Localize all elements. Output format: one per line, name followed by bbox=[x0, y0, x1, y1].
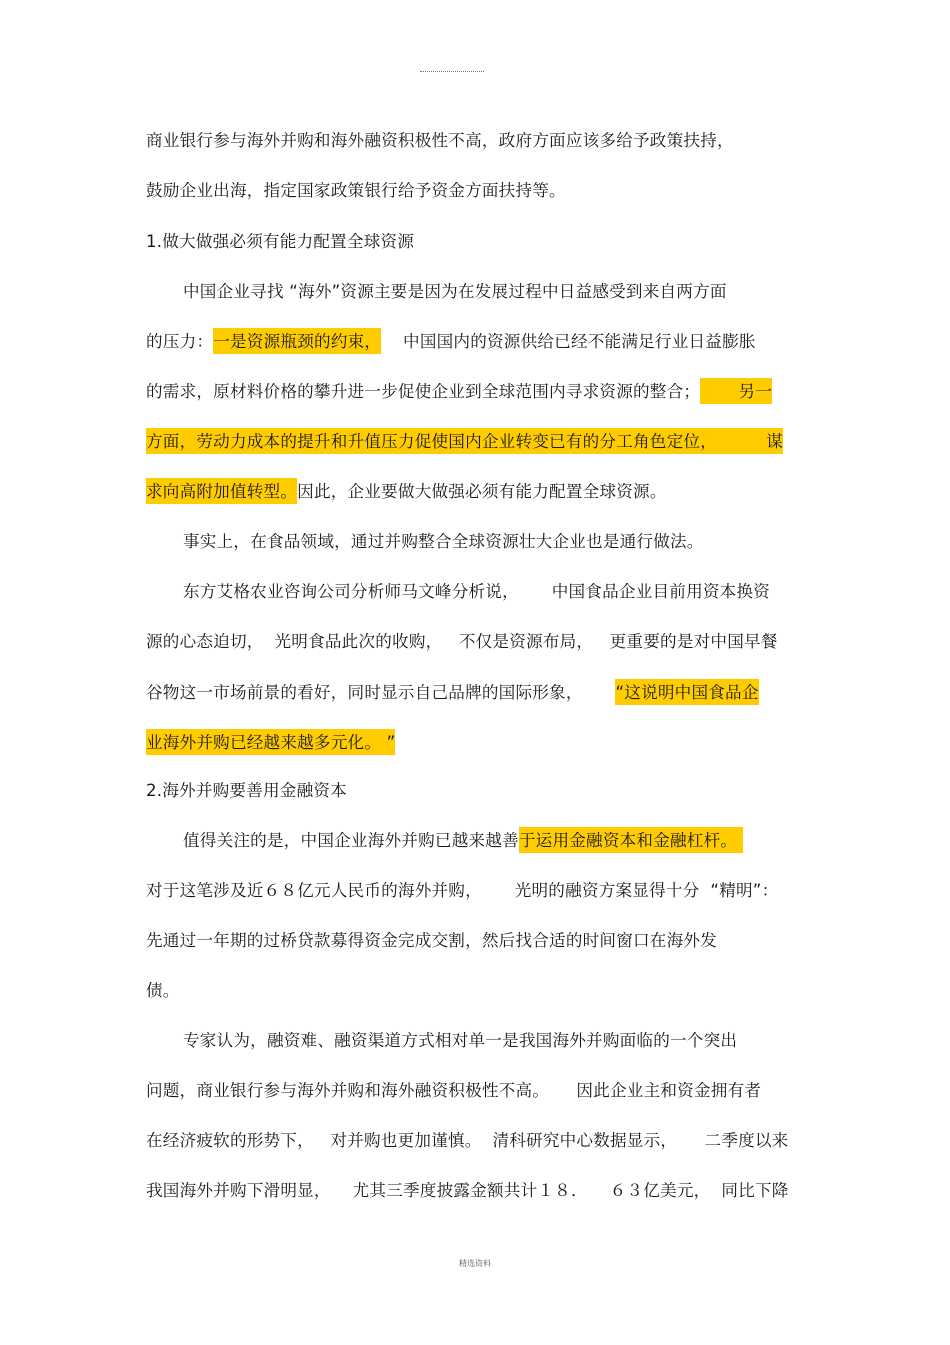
text-line bbox=[146, 878, 778, 904]
page-footer: 精选资料 bbox=[459, 1259, 491, 1268]
text-line bbox=[146, 329, 756, 355]
text-run: 的压力： bbox=[146, 332, 214, 351]
text-line bbox=[183, 828, 743, 854]
text-line bbox=[183, 1028, 737, 1054]
text-line bbox=[183, 529, 704, 555]
text-run: 商业银行参与海外并购和海外融资积极性不高，政府方面应该多给予政策扶持， bbox=[146, 131, 734, 150]
text-run: 东方艾格农业咨询公司分析师马文峰分析说， 中国食品企业目前用资本换资 bbox=[183, 582, 771, 601]
text-run: 源的心态迫切， 光明食品此次的收购， 不仅是资源布局， 更重要的是对中国早餐 bbox=[146, 632, 778, 651]
highlighted-text: “这说明中国食品企 bbox=[615, 679, 758, 705]
header-divider bbox=[420, 71, 484, 72]
text-run: 的需求，原材料价格的攀升进一步促使企业到全球范围内寻求资源的整合； bbox=[146, 382, 701, 401]
section-heading bbox=[146, 229, 414, 255]
text-run: 对于这笔涉及近６８亿元人民币的海外并购， 光明的融资方案显得十分 “精明”： bbox=[146, 881, 779, 900]
text-line bbox=[146, 128, 734, 154]
highlighted-text: 求向高附加值转型。 bbox=[146, 478, 297, 504]
text-line bbox=[146, 1128, 789, 1154]
text-line bbox=[146, 928, 717, 954]
text-line bbox=[183, 279, 727, 305]
text-run: 鼓励企业出海，指定国家政策银行给予资金方面扶持等。 bbox=[146, 181, 566, 200]
section-heading bbox=[146, 778, 347, 804]
text-run: 问题，商业银行参与海外并购和海外融资积极性不高。 因此企业主和资金拥有者 bbox=[146, 1081, 762, 1100]
text-line bbox=[146, 1078, 761, 1104]
text-line bbox=[146, 429, 783, 455]
highlighted-text: 业海外并购已经越来越多元化。 ” bbox=[146, 729, 395, 755]
text-run: 在经济疲软的形势下， 对并购也更加谨慎。 清科研究中心数据显示， 二季度以来 bbox=[146, 1131, 789, 1150]
text-run: 事实上，在食品领域，通过并购整合全球资源壮大企业也是通行做法。 bbox=[183, 532, 704, 551]
text-run: 债。 bbox=[146, 981, 180, 1000]
text-line bbox=[146, 730, 395, 756]
text-run: 因此，企业要做大做强必须有能力配置全球资源。 bbox=[297, 482, 667, 501]
text-run: 1.做大做强必须有能力配置全球资源 bbox=[146, 232, 415, 251]
text-run: 值得关注的是，中国企业海外并购已越来越善 bbox=[183, 831, 519, 850]
text-run: 2.海外并购要善用金融资本 bbox=[146, 781, 347, 800]
text-run: 谷物这一市场前景的看好，同时显示自己品牌的国际形象， bbox=[146, 683, 616, 702]
text-line bbox=[146, 680, 759, 706]
text-run: 中国企业寻找 “海外”资源主要是因为在发展过程中日益感受到来自两方面 bbox=[183, 282, 727, 301]
text-line bbox=[146, 479, 667, 505]
highlighted-text: 另一 bbox=[700, 378, 772, 404]
highlighted-text: 方面，劳动力成本的提升和升值压力促使国内企业转变已有的分工角色定位， 谋 bbox=[146, 428, 783, 454]
text-run: 中国国内的资源供给已经不能满足行业日益膨胀 bbox=[381, 332, 756, 351]
text-line bbox=[146, 178, 566, 204]
highlighted-text: 于运用金融资本和金融杠杆。 bbox=[519, 827, 743, 853]
text-run: 专家认为，融资难、融资渠道方式相对单一是我国海外并购面临的一个突出 bbox=[183, 1031, 738, 1050]
text-line bbox=[146, 978, 180, 1004]
text-line bbox=[146, 629, 778, 655]
text-run: 先通过一年期的过桥贷款募得资金完成交割，然后找合适的时间窗口在海外发 bbox=[146, 931, 717, 950]
text-line bbox=[146, 379, 772, 405]
highlighted-text: 一是资源瓶颈的约束， bbox=[213, 328, 381, 354]
text-line bbox=[183, 579, 770, 605]
text-line bbox=[146, 1178, 789, 1204]
text-run: 我国海外并购下滑明显， 尤其三季度披露金额共计１８． ６３亿美元， 同比下降 bbox=[146, 1181, 789, 1200]
